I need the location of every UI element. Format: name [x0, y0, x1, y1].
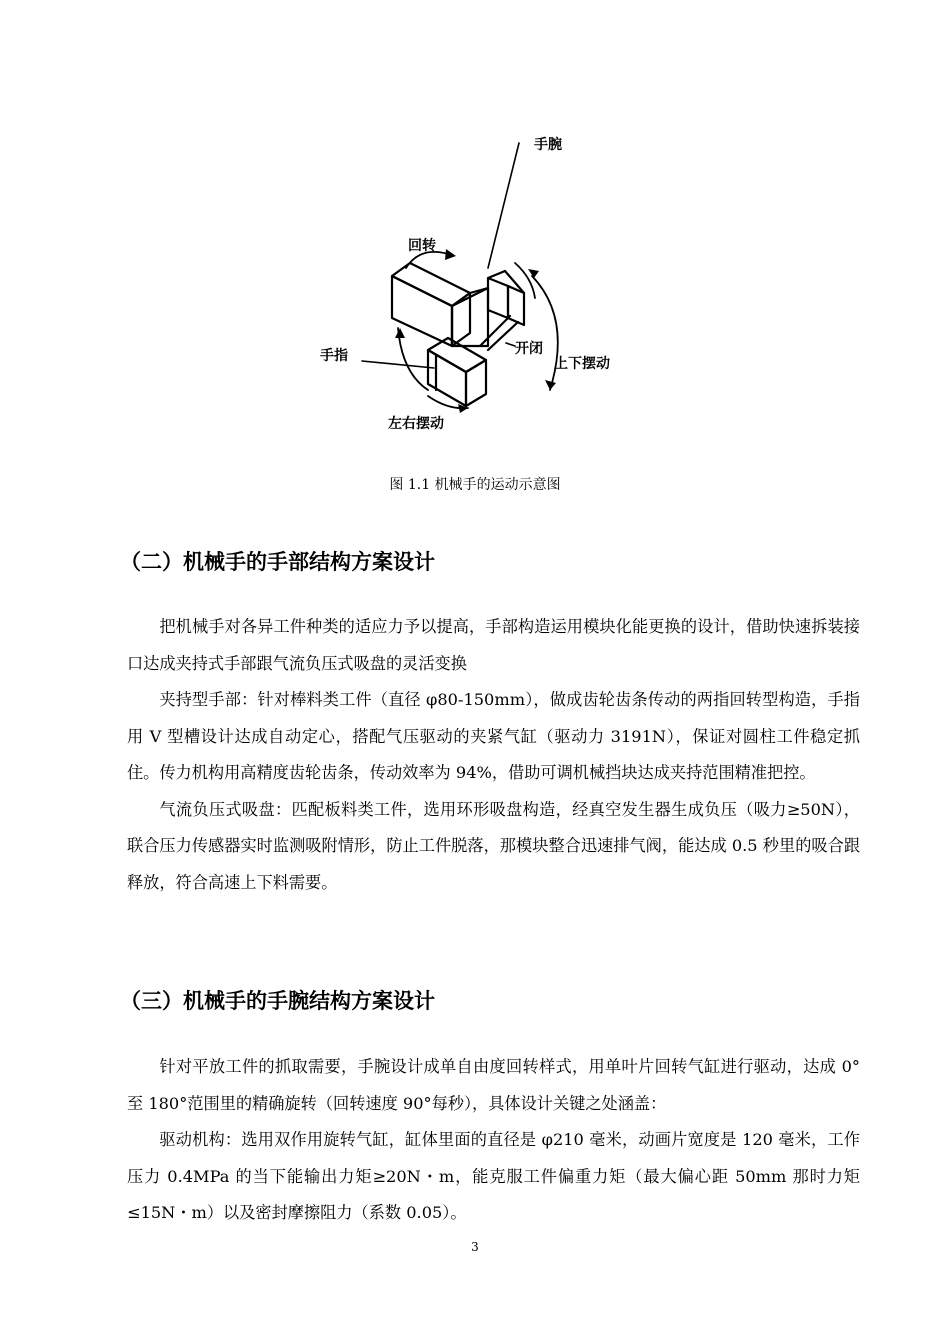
page-number: 3	[471, 1240, 479, 1254]
paragraph: 气流负压式吸盘：匹配板料类工件，选用环形吸盘构造，经真空发生器生成负压（吸力≥50N），联合压力传感器实时监测吸附情形，防止工件脱落，那模块整合迅速排气阀，能达成 0.5 秒里的吸合跟释放，符合高速上下料需要。	[127, 799, 861, 892]
label-up-down-swing: 上下摆动	[554, 356, 610, 372]
label-wrist: 手腕	[534, 137, 562, 153]
section-body-wrist	[127, 1049, 860, 1232]
section-heading-hand: （二）机械手的手部结构方案设计	[120, 550, 435, 574]
section-body-hand	[127, 609, 860, 901]
paragraph: 针对平放工件的抓取需要，手腕设计成单自由度回转样式，用单叶片回转气缸进行驱动，达成 0°至 180°范围里的精确旋转（回转速度 90°每秒），具体设计关键之处涵盖：	[127, 1057, 860, 1113]
label-open-close: 开闭	[515, 341, 543, 357]
figure-caption: 图 1.1 机械手的运动示意图	[389, 477, 561, 493]
section-heading-wrist: （三）机械手的手腕结构方案设计	[120, 989, 435, 1013]
label-rotate: 回转	[408, 238, 436, 254]
label-left-right-swing: 左右摆动	[388, 416, 444, 432]
paragraph: 夹持型手部：针对棒料类工件（直径 φ80-150mm），做成齿轮齿条传动的两指回转型构造，手指用 V 型槽设计达成自动定心，搭配气压驱动的夹紧气缸（驱动力 3191N），保证对圆柱工件稳定抓住。传力机构用高精度齿轮齿条，传动效率为 94%，借助可调机械挡块达成夹持范围精准把控。	[127, 690, 860, 782]
paragraph: 把机械手对各异工件种类的适应力予以提高，手部构造运用模块化能更换的设计，借助快速拆装接口达成夹持式手部跟气流负压式吸盘的灵活变换	[127, 617, 860, 673]
manipulator-motion-diagram	[310, 128, 640, 438]
arm-block-top	[392, 263, 470, 306]
paragraph: 驱动机构：选用双作用旋转气缸，缸体里面的直径是 φ210 毫米，动画片宽度是 120 毫米，工作压力 0.4MPa 的当下能输出力矩≥20N・m，能克服工件偏重力矩（最大偏心距 50mm 那时力矩≤15N・m）以及密封摩擦阻力（系数 0.05）。	[127, 1130, 860, 1222]
label-finger: 手指	[320, 348, 348, 364]
